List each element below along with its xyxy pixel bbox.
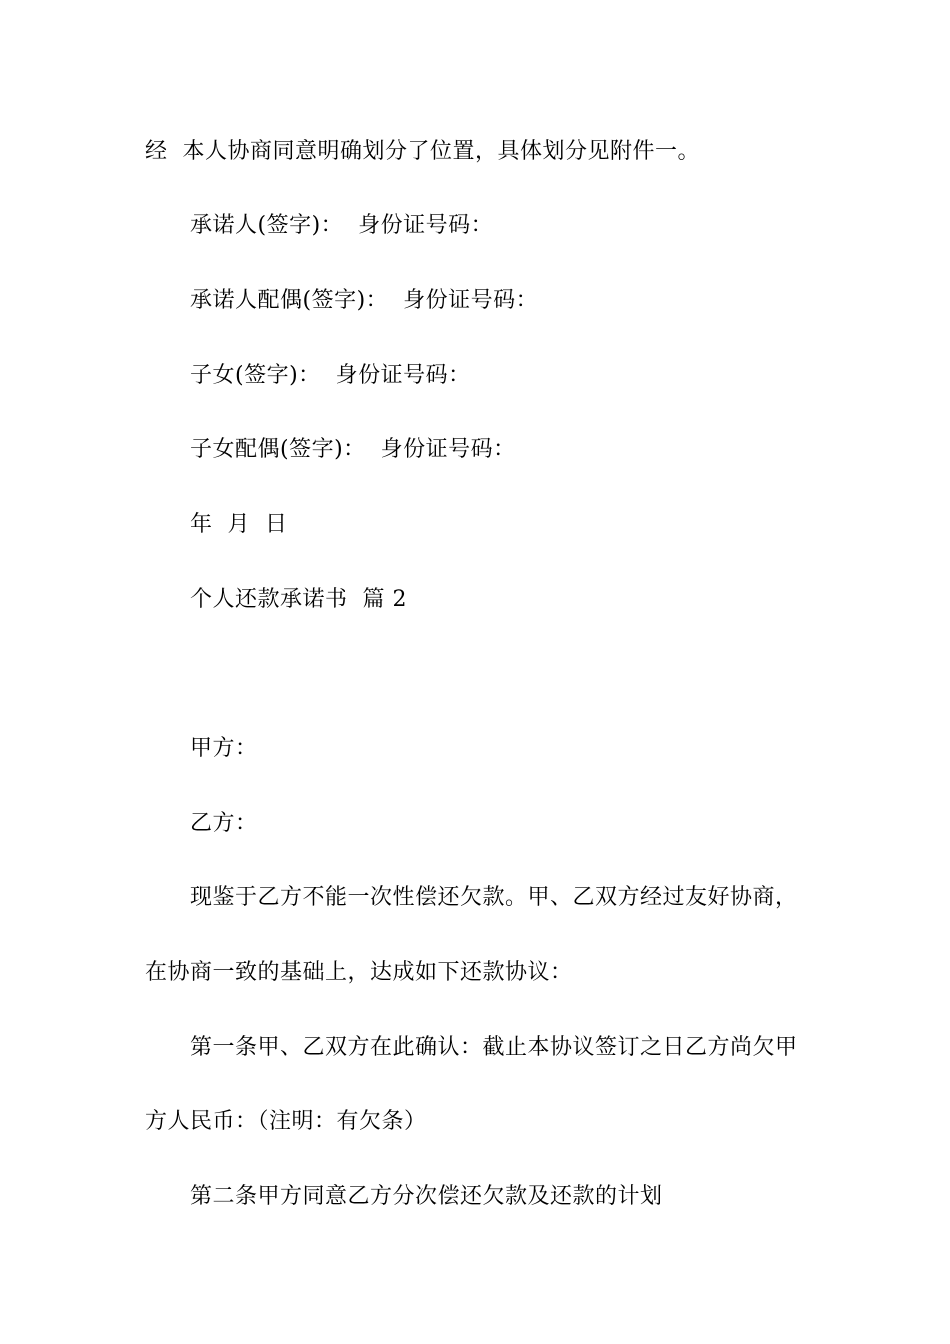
section-heading: 个人还款承诺书 篇 2 <box>190 587 407 612</box>
paragraph-intro-continuation: 在协商一致的基础上，达成如下还款协议： <box>145 960 573 985</box>
party-a-line: 甲方： <box>190 736 258 761</box>
signature-line-spouse: 承诺人配偶(签字)： 身份证号码： <box>190 288 539 313</box>
paragraph-continuation: 经 本人协商同意明确划分了位置，具体划分见附件一。 <box>145 139 700 164</box>
article-one: 第一条甲、乙双方在此确认：截止本协议签订之日乙方尚欠甲 <box>190 1035 798 1060</box>
signature-line-children-spouse: 子女配偶(签字)： 身份证号码： <box>190 437 516 462</box>
signature-line-promisor: 承诺人(签字)： 身份证号码： <box>190 213 494 238</box>
date-line: 年 月 日 <box>190 512 288 537</box>
signature-line-children: 子女(签字)： 身份证号码： <box>190 363 471 388</box>
article-two: 第二条甲方同意乙方分次偿还欠款及还款的计划 <box>190 1184 663 1209</box>
party-b-line: 乙方： <box>190 811 258 836</box>
paragraph-intro: 现鉴于乙方不能一次性偿还欠款。甲、乙双方经过友好协商， <box>190 885 798 910</box>
article-one-continuation: 方人民币：（注明：有欠条） <box>145 1109 427 1134</box>
